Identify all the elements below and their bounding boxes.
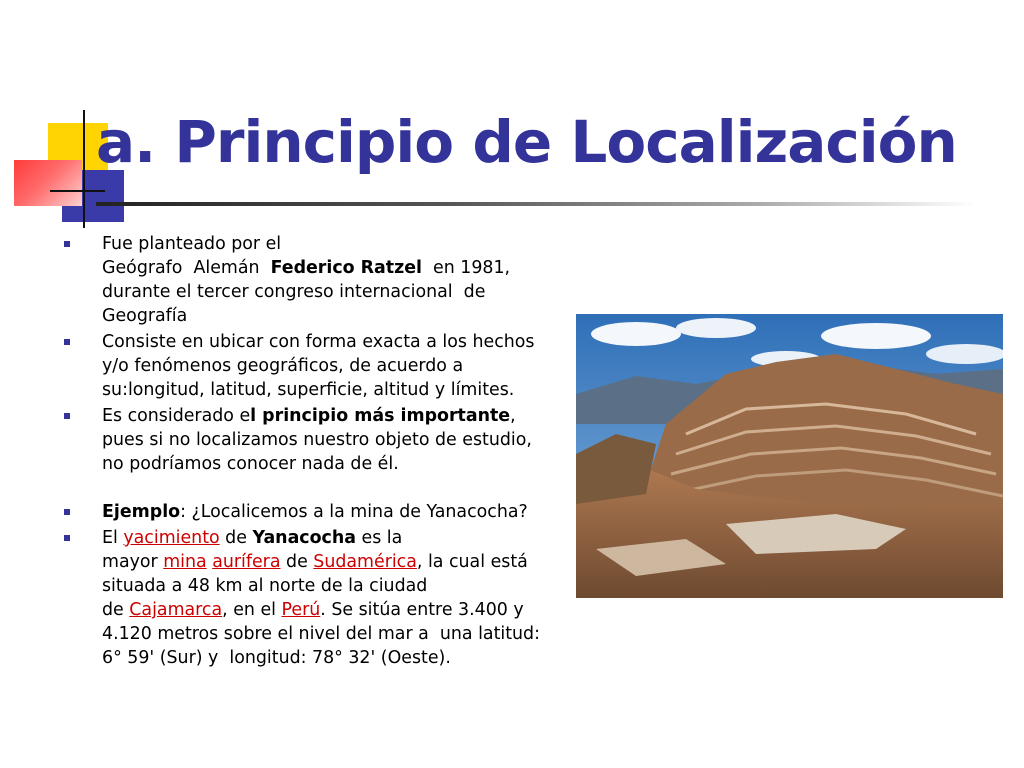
square-bullet-icon [64, 535, 70, 541]
slide-title: a. Principio de Localización [96, 108, 957, 176]
bullet-item-4: Ejemplo: ¿Localicemos a la mina de Yanacocha? [60, 500, 560, 524]
square-bullet-icon [64, 509, 70, 515]
link-mina[interactable]: mina [163, 552, 207, 572]
mine-photo [576, 314, 1003, 598]
deco-horizontal-line [50, 190, 105, 192]
author-name: Federico Ratzel [270, 258, 422, 278]
bullet-item-5: El yacimiento de Yanacocha es la mayor mina aurífera de Sudamérica, la cual está situada a 48 km al norte de la ciudad de Cajamarca, en el Perú. Se sitúa entre 3.400 y 4.120 metros sobre el nivel del mar a una latitud: 6° 59' (Sur) y longitud: 78° 32' (Oeste). [60, 526, 560, 670]
link-sudamerica[interactable]: Sudamérica [313, 552, 417, 572]
bullet-list [60, 232, 560, 672]
yanacocha-mine-image [576, 314, 1003, 598]
bullet-item-3: Es considerado el principio más importante, pues si no localizamos nuestro objeto de estudio, no podríamos conocer nada de él. [60, 404, 560, 476]
deco-red-square [14, 160, 82, 206]
deco-vertical-line [83, 110, 85, 228]
link-aurifera[interactable]: aurífera [212, 552, 281, 572]
link-yacimiento[interactable]: yacimiento [123, 528, 220, 548]
link-cajamarca[interactable]: Cajamarca [129, 600, 223, 620]
square-bullet-icon [64, 241, 70, 247]
square-bullet-icon [64, 339, 70, 345]
link-peru[interactable]: Perú [281, 600, 321, 620]
title-divider [96, 202, 976, 206]
bullet-item-1: Fue planteado por el Geógrafo Alemán Federico Ratzel en 1981, durante el tercer congreso internacional de Geografía [60, 232, 560, 328]
square-bullet-icon [64, 413, 70, 419]
bullet-item-2: Consiste en ubicar con forma exacta a los hechos y/o fenómenos geográficos, de acuerdo a su:longitud, latitud, superficie, altitud y límites. [60, 330, 560, 402]
